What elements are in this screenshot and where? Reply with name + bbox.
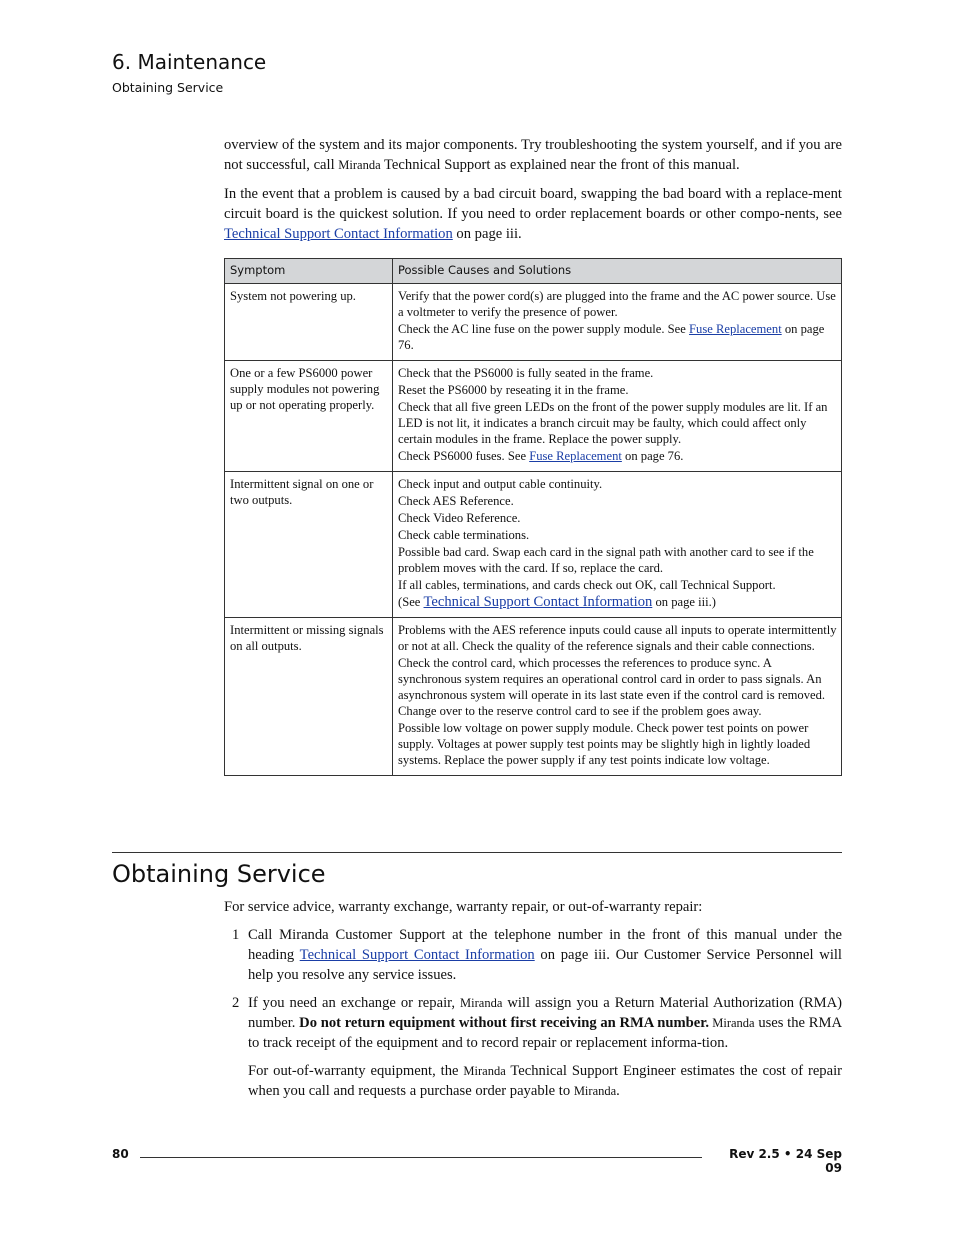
section-subheading: Obtaining Service — [112, 80, 224, 95]
solution-cell: Problems with the AES reference inputs could cause all inputs to operate intermittently or not at all. Check the quality of the reference signals and their cable connections. Check the control card, which processes the references to produce sync. A synchronous system requires an operational control card in order to pass signals. An asynchronous system will operate in its last state even if the control card is removed. Change over to the reserve control card to see if the problem goes away. Possible low voltage on power supply module. Check power test points on power supply. Voltages at power supply test points may be slightly high in lightly loaded systems. Replace the power supply if any test points indicate low voltage. — [393, 618, 842, 776]
table-row — [225, 472, 842, 618]
solution-cell: Check input and output cable continuity. Check AES Reference. Check Video Reference. Check cable terminations. Possible bad card. Swap each card in the signal path with another card to see if the problem moves with the card. If so, replace the card. If all cables, terminations, and cards check out OK, call Technical Support. (See Technical Support Contact Information on page iii.) — [393, 472, 842, 618]
solution-cell: Verify that the power cord(s) are plugged into the frame and the AC power source. Use a voltmeter to verify the presence of power. Check the AC line fuse on the power supply module. See Fuse Replacement on page 76. — [393, 284, 842, 361]
table-row — [225, 361, 842, 472]
page-number: 80 — [112, 1147, 129, 1161]
solution-cell: Check that the PS6000 is fully seated in the frame. Reset the PS6000 by reseating it in the frame. Check that all five green LEDs on the front of the power supply modules are lit. If an LED is not lit, it indicates a branch circuit may be faulty, which could affect only certain modules in the frame. Replace the power supply. Check PS6000 fuses. See Fuse Replacement on page 76. — [393, 361, 842, 472]
symptom-cell: Intermittent or missing signals on all outputs. — [225, 618, 393, 776]
tech-support-link[interactable]: Technical Support Contact Information — [224, 226, 453, 242]
table-row — [225, 618, 842, 776]
revision-date: Rev 2.5 • 24 Sep 09 — [729, 1147, 842, 1175]
intro-paragraph-2: In the event that a problem is caused by a bad circuit board, swapping the bad board with a replace-ment circuit board is the quickest solution. If you need to order replacement boards or other compo-nents, see Technical Support Contact Information on page iii. — [224, 186, 842, 242]
list-item: 1 Call Miranda Customer Support at the telephone number in the front of this manual under the heading Technical Support Contact Information on page iii. Our Customer Service Personnel will help you resolve any service issues. — [232, 927, 842, 983]
symptom-cell: One or a few PS6000 power supply modules not powering up or not operating properly. — [225, 361, 393, 472]
list-item: 2 If you need an exchange or repair, Miranda will assign you a Return Material Authorization (RMA) number. Do not return equipment without first receiving an RMA number. Miranda uses the RMA to track receipt of the equipment and to record repair or replacement informa-tion. For out-of-warranty equipment, the Miranda Technical Support Engineer estimates the cost of repair when you call and requests a purchase order payable to Miranda. — [232, 995, 842, 1099]
out-of-warranty-paragraph: For out-of-warranty equipment, the Miranda Technical Support Engineer estimates the cost of repair when you call and requests a purchase order payable to Miranda. — [248, 1063, 842, 1099]
tech-support-link[interactable]: Technical Support Contact Information — [423, 594, 653, 610]
table-row — [225, 284, 842, 361]
list-number: 2 — [232, 995, 240, 1011]
list-number: 1 — [232, 927, 240, 943]
service-intro: For service advice, warranty exchange, warranty repair, or out-of-warranty repair: — [224, 899, 703, 915]
header-causes: Possible Causes and Solutions — [393, 259, 842, 284]
rma-warning: Do not return equipment without first receiving an RMA number. — [299, 1015, 710, 1031]
symptom-cell: System not powering up. — [225, 284, 393, 361]
tech-support-link[interactable]: Technical Support Contact Information — [299, 947, 535, 963]
troubleshooting-table — [224, 258, 842, 776]
section-divider — [112, 852, 842, 853]
fuse-replacement-link[interactable]: Fuse Replacement — [529, 449, 622, 463]
footer-rule — [140, 1157, 702, 1158]
fuse-replacement-link[interactable]: Fuse Replacement — [689, 322, 782, 336]
header-symptom: Symptom — [225, 259, 393, 284]
symptom-cell: Intermittent signal on one or two outputs. — [225, 472, 393, 618]
intro-paragraph-1: overview of the system and its major components. Try troubleshooting the system yourself, and if you are not successful, call Miranda Technical Support as explained near the front of this manual. — [224, 137, 842, 173]
section-title: Obtaining Service — [112, 860, 326, 888]
table-header-row — [225, 259, 842, 284]
chapter-heading: 6. Maintenance — [112, 50, 267, 74]
